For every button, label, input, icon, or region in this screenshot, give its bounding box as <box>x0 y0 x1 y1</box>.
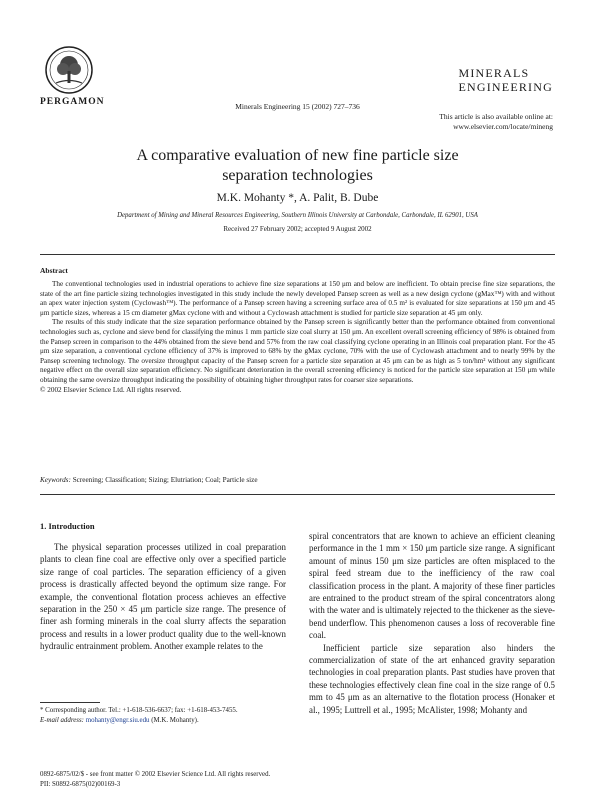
abstract-paragraph-1: The conventional technologies used in industrial operations to achieve fine size separations at 150 μm and below are inefficient. To obtain precise fine size separations, the state of the art fine particle sizing technologies investigated in this study include the newly developed Pansep screen as well as a new design cyclone (gMax™) with and without an apex water injection system (Cyclowash™). The performance of a Pansep screen having a screening surface area of 0.5 m² is evaluated for size separations at 150 μm and 45 μm particle sizes, whereas a 15 cm diameter gMax cyclone with and without a Cyclowash attachment is studied for particle size separation at 45 μm only. <box>40 280 555 317</box>
intro-paragraph-1: The physical separation processes utilized in coal preparation plants to clean fine coal are effective only over a specified particle size range of coal particles. The separation efficiency of a given process is drastically affected beyond the optimum size range. For example, the conventional flotation process achieves an effective separation in the 250 × 45 μm particle size range. The presence of finer ash forming minerals in the coal slurry affects the separation process and results in a lower product quality due to the well-known hydraulic entrainment problem. Another example relates to the <box>40 542 286 652</box>
article-title <box>0 146 595 186</box>
abstract-body <box>40 280 555 395</box>
keywords <box>40 476 258 484</box>
email-suffix: (M.K. Mohanty). <box>151 716 199 724</box>
intro-paragraph-1-continued: spiral concentrators that are known to achieve an efficient cleaning performance in the 1 mm × 150 μm particle size range. A significant amount of minus 150 μm size particles are often misplaced to the spiral feed stream due to the inefficiency of the raw coal classification process in the plant. A majority of these finer particles are entrained to the product stream of the spiral concentrators along with the water and is ultimately rejected to the thickener as the sieve-bend underflow. This phenomenon causes a loss of recoverable fine coal. <box>309 531 555 641</box>
front-matter-info <box>40 770 270 789</box>
right-column <box>309 530 555 716</box>
keywords-label: Keywords: <box>40 476 71 484</box>
title-line1: A comparative evaluation of new fine particle size <box>136 147 459 164</box>
journal-name <box>458 66 553 94</box>
publisher-logo-tree-emblem <box>44 45 94 95</box>
abstract-paragraph-2: The results of this study indicate that the size separation performance obtained by the Pansep screen is significantly better than the performance obtained from conventional technologies such as, cyclone and sieve bend for classifying the minus 1 mm particle size coal slurry at 150 μm. An excellent overall screening efficiency of 98% is obtained from the Pansep screen in comparison to the 44% obtained from the sieve bend and 57% from the raw coal classifying cyclone operating in an Illinois coal preparation plant. For the 45 μm size separation, a conventional cyclone efficiency of 37% is improved to 68% by the gMax cyclone, 70% with the use of Cyclowash attachment and to nearly 99% by the Pansep screening technology. The oversize throughput capacity of the Pansep screen for a particle size separation at 45 μm can be as high as 5 ton/hm² without any significant negative effect on the overall size separation efficiency. No significant deterioration in the overall screening efficiency is noticed for the particle size separation at 150 μm while obtaining the same oversize throughput indicating the possibility of obtaining higher throughput rates for coarser size separations. <box>40 318 555 384</box>
journal-citation: Minerals Engineering 15 (2002) 727–736 <box>235 102 360 111</box>
affiliation: Department of Mining and Mineral Resources Engineering, Southern Illinois University at Carbondale, Carbondale, IL 62901, USA <box>117 212 478 219</box>
journal-name-line1: MINERALS <box>458 66 530 80</box>
footnote <box>40 706 286 725</box>
intro-paragraph-2: Inefficient particle size separation also hinders the commercialization of state of the art enhanced gravity separation technologies in coal preparation plants. Past studies have proven that these technologies effectively clean fine coal in the size range of 0.5 mm to 45 μm as an alternative to the flotation process (Honaker et al., 1995; Luttrell et al., 1995; McAlister, 1998; Mohanty and <box>309 642 555 715</box>
left-column <box>40 541 286 653</box>
author-list: M.K. Mohanty *, A. Palit, B. Dube <box>216 192 379 204</box>
email-link[interactable]: mohanty@engr.siu.edu <box>85 716 150 724</box>
footnote-rule <box>40 702 100 703</box>
keywords-text: Screening; Classification; Sizing; Elutriation; Coal; Particle size <box>72 476 258 484</box>
online-note: This article is also available online at: <box>439 112 553 121</box>
title-line2: separation technologies <box>222 167 373 184</box>
pii-line: PII: S0892-6875(02)00169-3 <box>40 780 121 788</box>
abstract-copyright: © 2002 Elsevier Science Ltd. All rights reserved. <box>40 385 182 394</box>
abstract-bottom-rule <box>40 494 555 495</box>
publisher-name: PERGAMON <box>40 97 105 107</box>
abstract-heading: Abstract <box>40 266 68 275</box>
front-matter-line: 0892-6875/02/$ - see front matter © 2002 Elsevier Science Ltd. All rights reserved. <box>40 771 271 778</box>
online-availability <box>439 112 553 132</box>
abstract-top-rule <box>40 254 555 255</box>
online-url[interactable]: www.elsevier.com/locate/mineng <box>453 122 553 131</box>
journal-name-line2: ENGINEERING <box>458 80 553 94</box>
email-label: E-mail address: <box>40 716 84 724</box>
received-dates: Received 27 February 2002; accepted 9 August 2002 <box>223 225 372 233</box>
corresponding-author-note: * Corresponding author. Tel.: +1-618-536-6637; fax: +1-618-453-7455. <box>40 707 238 714</box>
section-heading-introduction: 1. Introduction <box>40 521 95 531</box>
